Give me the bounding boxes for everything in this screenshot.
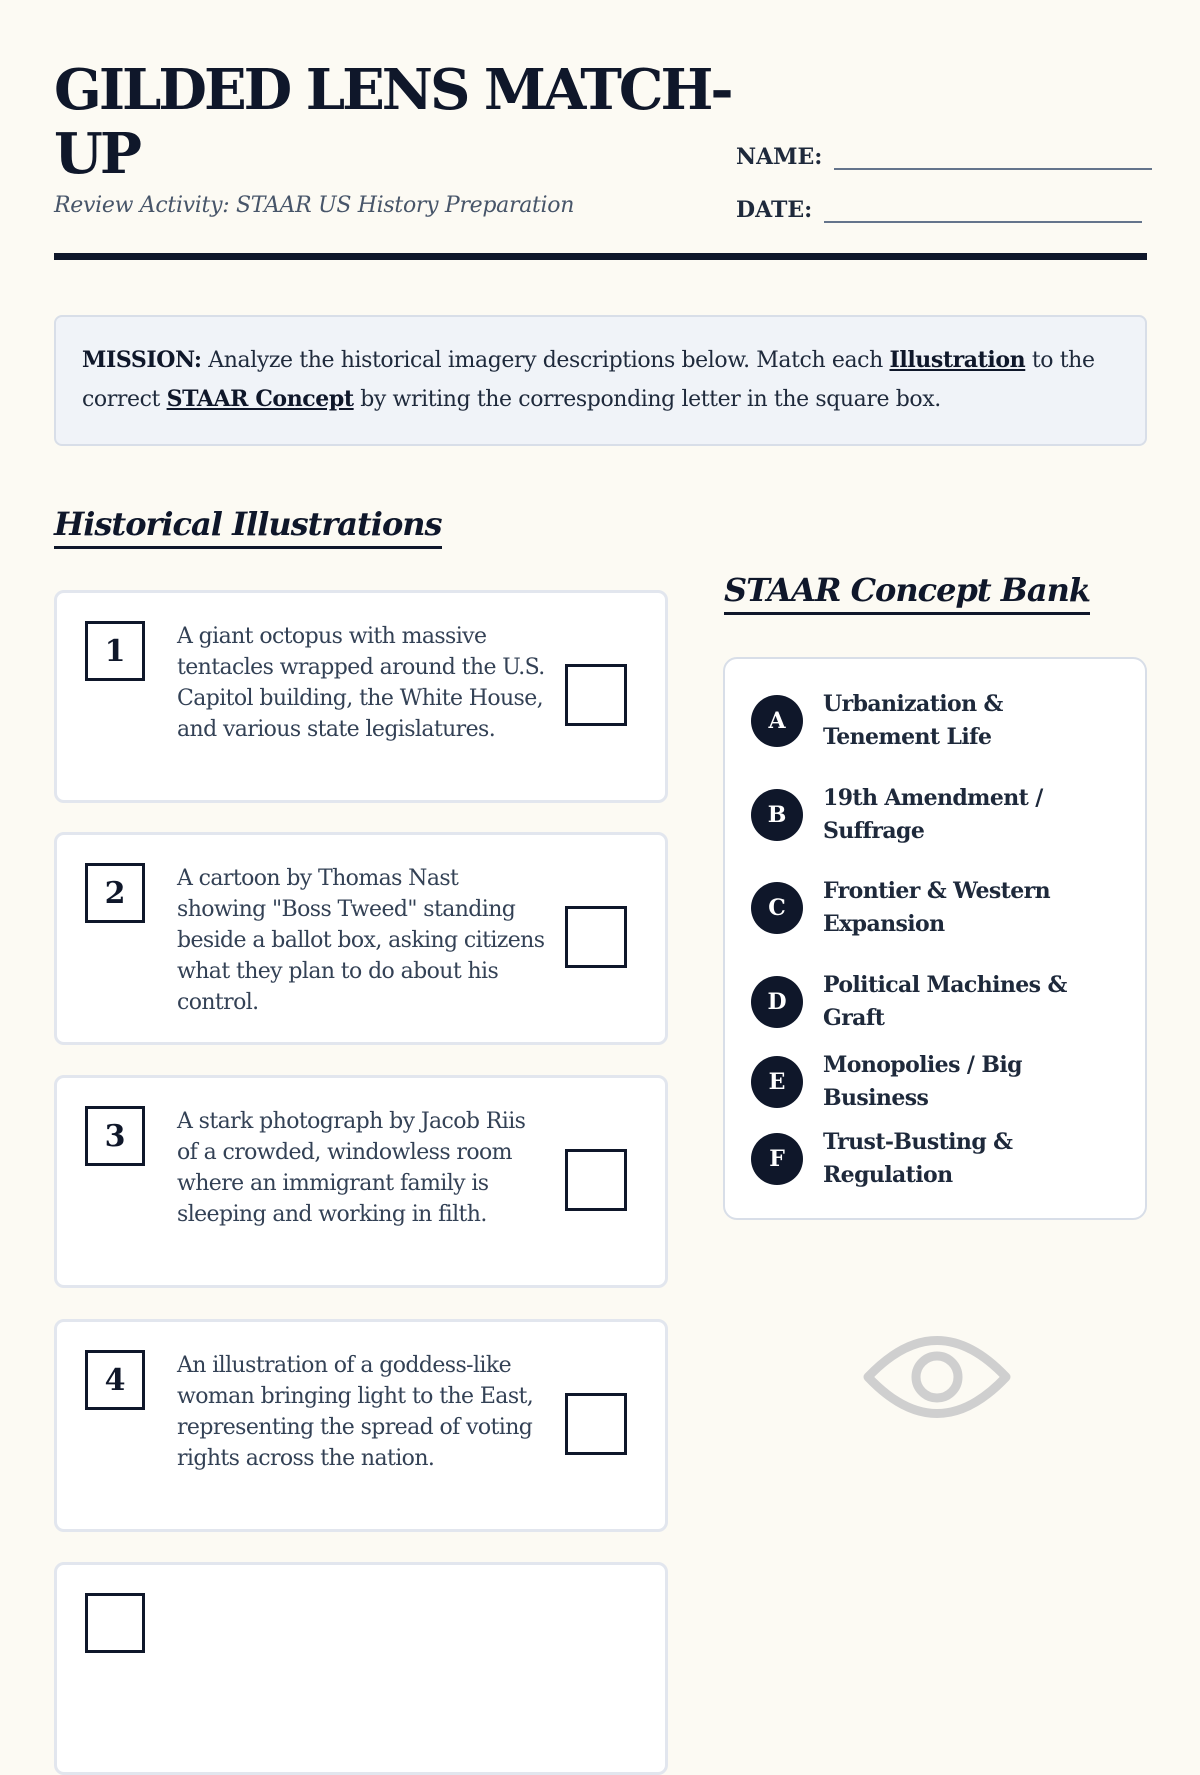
- illustration-card-3: [54, 1075, 668, 1288]
- mission-emphasis-illustration: Illustration: [889, 347, 1026, 373]
- illustration-number: 3: [85, 1106, 145, 1166]
- mission-emphasis-concept: STAAR Concept: [166, 386, 354, 412]
- name-field: [736, 138, 1152, 170]
- illustration-number-partial: [85, 1593, 145, 1653]
- concept-letter: D: [751, 976, 803, 1028]
- mission-text-1: Analyze the historical imagery descriptions below. Match each: [201, 348, 890, 373]
- answer-box-3[interactable]: [565, 1149, 627, 1211]
- page-title: GILDED LENS MATCH-UP: [54, 57, 731, 187]
- concept-letter: B: [751, 789, 803, 841]
- concept-label: Political Machines & Graft: [823, 972, 1067, 1031]
- illustration-card-1: [54, 590, 668, 803]
- mission-label: MISSION:: [82, 347, 202, 373]
- illustration-description: A cartoon by Thomas Nast showing "Boss Tweed" standing beside a ballot box, asking citizens what they plan to do about his control.: [177, 866, 545, 1015]
- concept-letter: F: [751, 1133, 803, 1185]
- concept-bank: [723, 657, 1147, 1220]
- concept-label: Monopolies / Big Business: [823, 1052, 1022, 1111]
- concept-label: 19th Amendment / Suffrage: [823, 785, 1043, 844]
- header-divider: [54, 253, 1147, 260]
- concept-label: Urbanization & Tenement Life: [823, 691, 1003, 750]
- date-line[interactable]: [824, 191, 1142, 223]
- worksheet-page: [54, 0, 1147, 1600]
- eye-icon: [862, 1322, 1012, 1432]
- concept-item-c: [751, 875, 1131, 941]
- mission-text-2: to the correct: [82, 348, 1095, 412]
- answer-box-4[interactable]: [565, 1393, 627, 1455]
- page-subtitle: Review Activity: STAAR US History Preparation: [54, 193, 575, 218]
- concept-label: Trust-Busting & Regulation: [823, 1129, 1013, 1188]
- illustration-number: 4: [85, 1350, 145, 1410]
- illustration-card-4: [54, 1319, 668, 1532]
- mission-text-3: by writing the corresponding letter in the square box.: [353, 387, 941, 412]
- concept-letter: A: [751, 695, 803, 747]
- illustration-card-partial: [54, 1562, 668, 1775]
- illustration-description: An illustration of a goddess-like woman bringing light to the East, representing the spread of voting rights across the nation.: [177, 1353, 534, 1471]
- date-label: DATE:: [736, 197, 813, 223]
- date-field: [736, 191, 1142, 223]
- illustration-number: 2: [85, 863, 145, 923]
- answer-box-1[interactable]: [565, 664, 627, 726]
- mission-box: [54, 315, 1147, 446]
- answer-box-2[interactable]: [565, 906, 627, 968]
- name-label: NAME:: [736, 144, 823, 170]
- concept-item-a: [751, 688, 1131, 754]
- concept-bank-heading: STAAR Concept Bank: [724, 570, 1090, 615]
- concept-label: Frontier & Western Expansion: [823, 878, 1051, 937]
- concept-item-f: [751, 1126, 1131, 1192]
- concept-letter: E: [751, 1056, 803, 1108]
- illustrations-heading: Historical Illustrations: [54, 504, 442, 549]
- name-line[interactable]: [834, 138, 1152, 170]
- concept-letter: C: [751, 882, 803, 934]
- concept-item-b: [751, 782, 1131, 848]
- illustration-description: A giant octopus with massive tentacles wrapped around the U.S. Capitol building, the White House, and various state legislatures.: [177, 624, 545, 742]
- illustration-description: A stark photograph by Jacob Riis of a crowded, windowless room where an immigrant family is sleeping and working in filth.: [177, 1109, 526, 1227]
- concept-item-e: [751, 1049, 1131, 1115]
- concept-item-d: [751, 969, 1131, 1035]
- illustration-number: 1: [85, 621, 145, 681]
- illustration-card-2: [54, 832, 668, 1045]
